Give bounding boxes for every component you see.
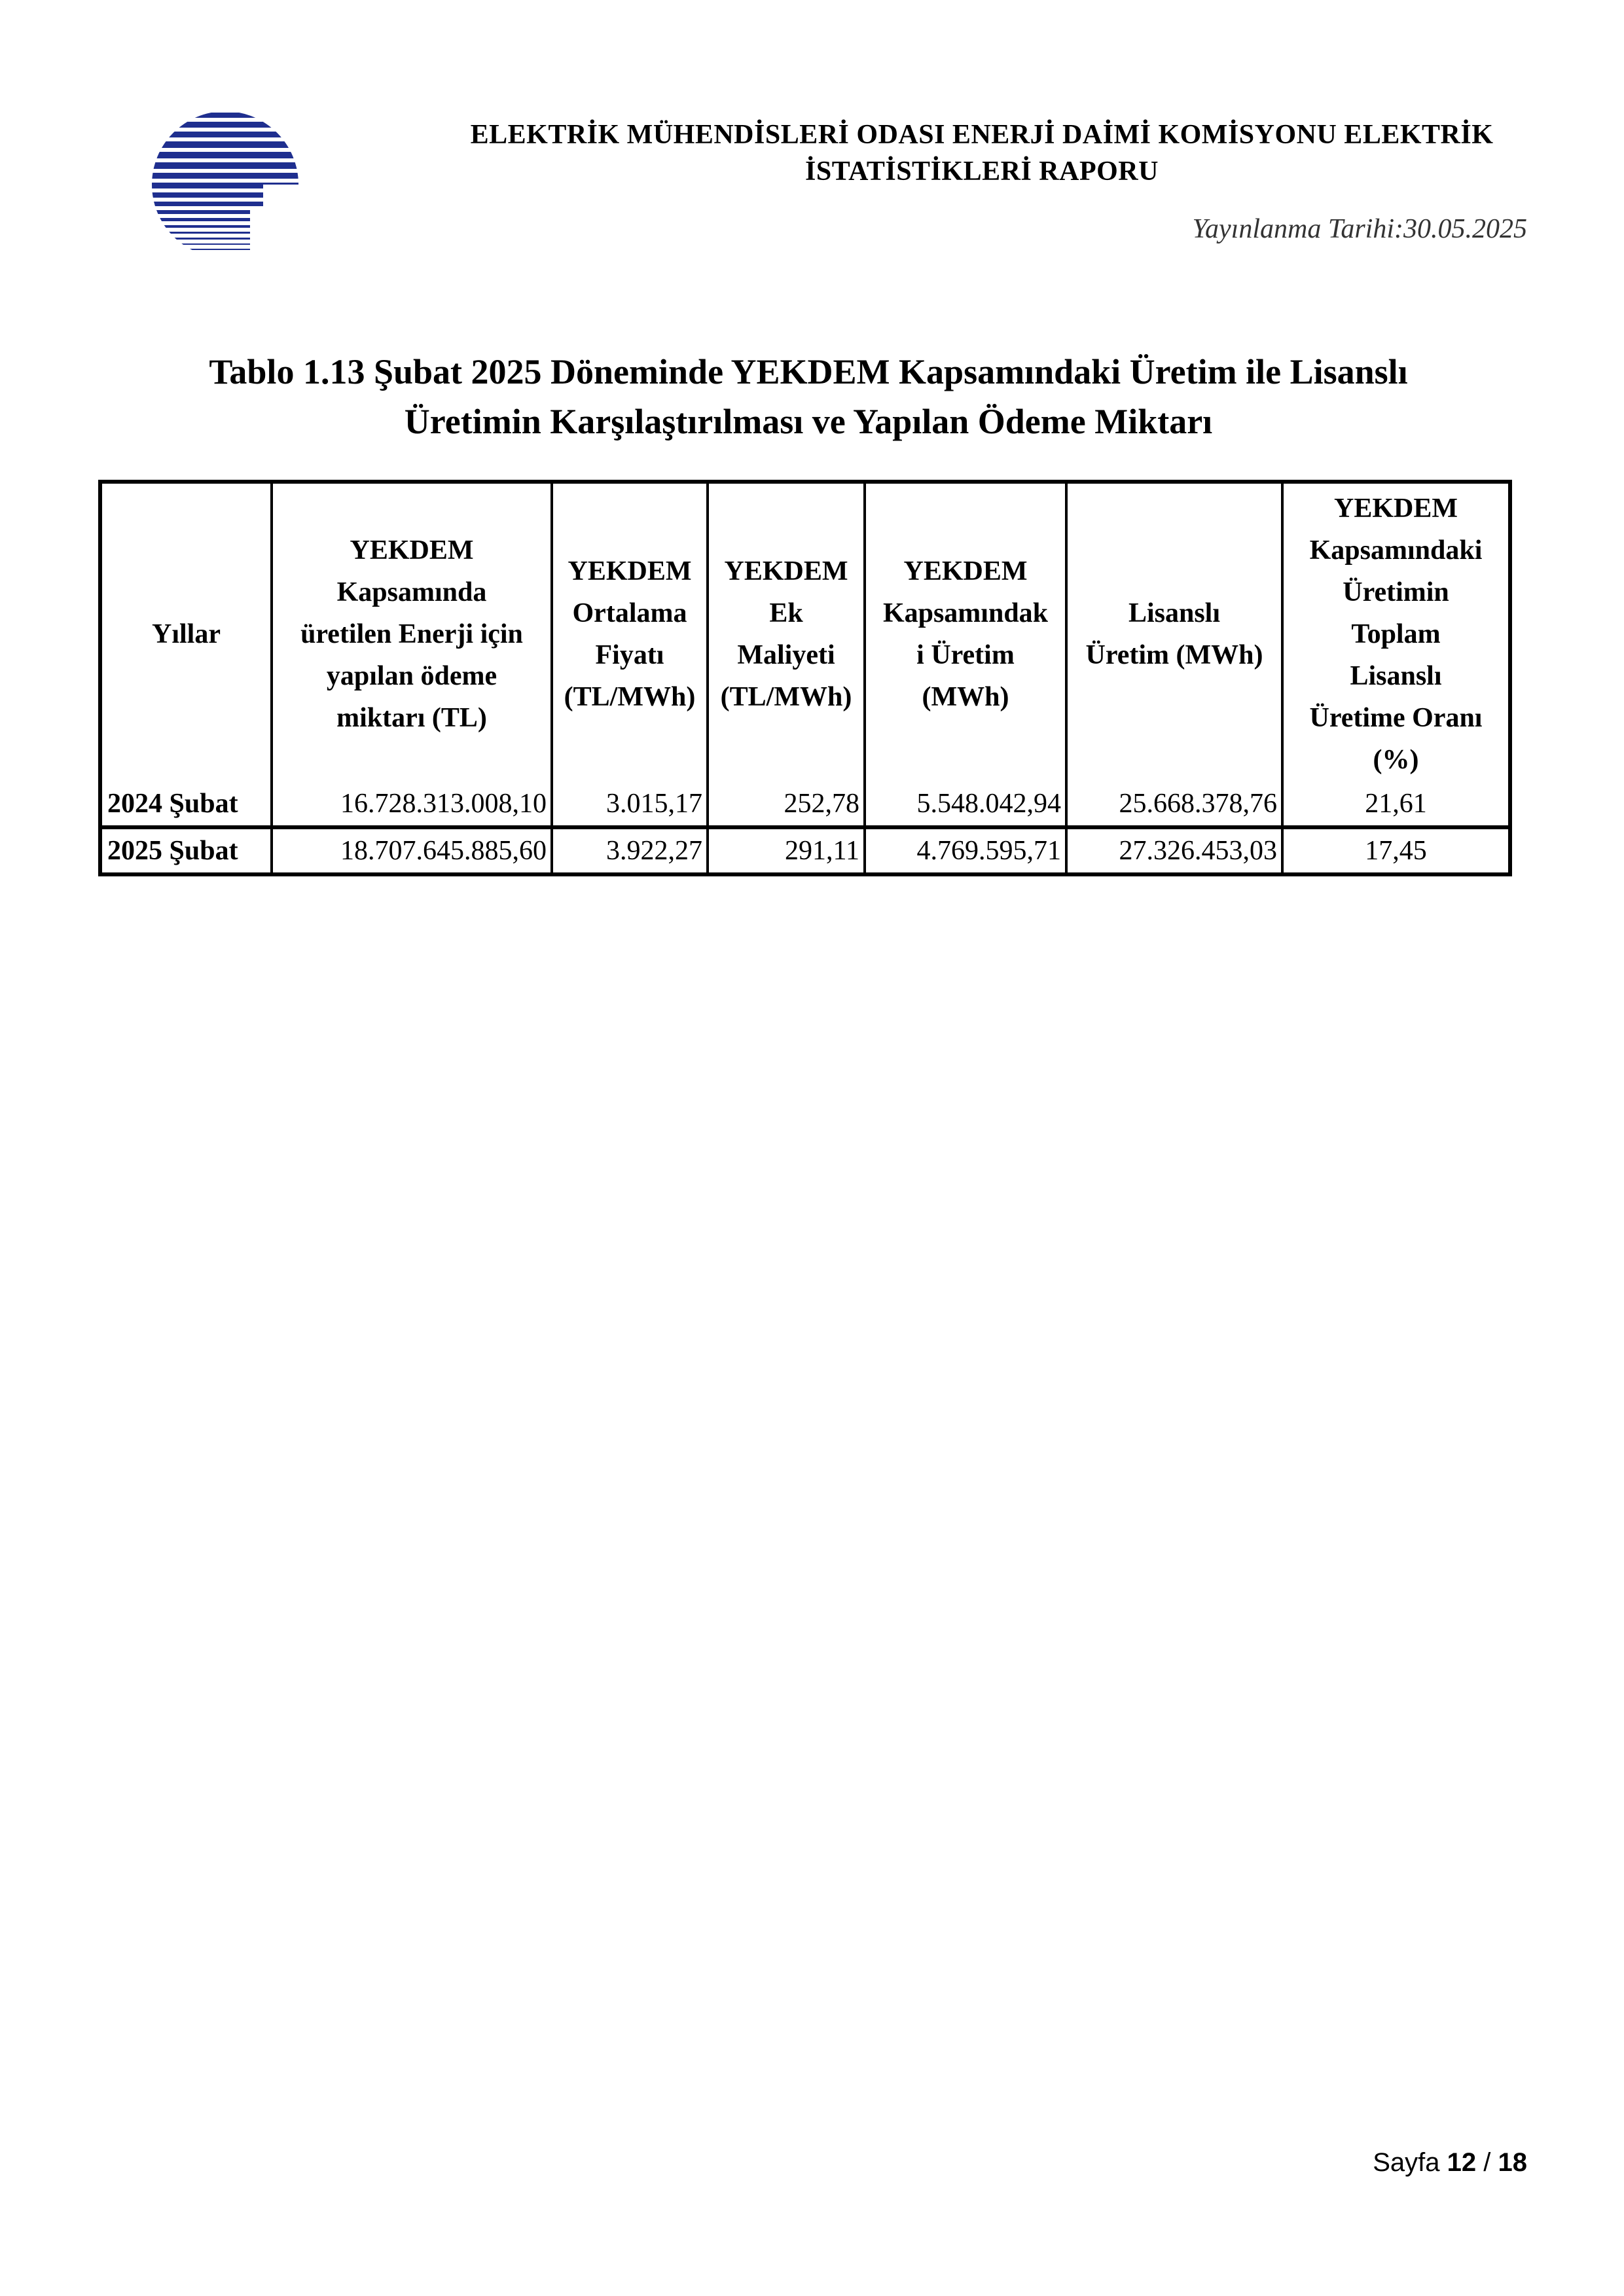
header-title-line-1: ELEKTRİK MÜHENDİSLERİ ODASI ENERJİ DAİMİ KOMİSYONU ELEKTRİK <box>470 120 1494 150</box>
page-total: 18 <box>1498 2148 1527 2177</box>
header-line: üretilen Enerji için <box>300 619 523 649</box>
cell-yekdem-production: 4.769.595,71 <box>865 827 1066 874</box>
header-line: (TL/MWh) <box>564 682 696 712</box>
header-licensed-production <box>1066 482 1282 782</box>
cell-licensed-production: 25.668.378,76 <box>1066 782 1282 827</box>
header-line: Üretime Oranı <box>1309 703 1483 733</box>
cell-payment-amount: 16.728.313.008,10 <box>272 782 552 827</box>
header-line: Ek <box>769 598 803 628</box>
page-current: 12 <box>1447 2148 1477 2177</box>
header-line: Toplam <box>1351 619 1441 649</box>
cell-production-ratio: 21,61 <box>1282 782 1510 827</box>
header-title-line-2: İSTATİSTİKLERİ RAPORU <box>805 156 1159 187</box>
emo-logo-icon <box>145 111 312 259</box>
table-row-2025 <box>100 827 1510 874</box>
table-row-2024 <box>100 782 1510 827</box>
header-line: (TL/MWh) <box>720 682 852 712</box>
header-line: YEKDEM <box>724 556 848 586</box>
header-line: Fiyatı <box>595 640 664 670</box>
table-title <box>98 347 1519 446</box>
header-line: YEKDEM <box>1334 493 1458 524</box>
table-title-line-1: Tablo 1.13 Şubat 2025 Döneminde YEKDEM Kapsamındaki Üretim ile Lisanslı <box>209 352 1408 391</box>
header-line: miktarı (TL) <box>336 703 487 733</box>
header-line: i Üretim <box>916 640 1015 670</box>
header-additional-cost <box>708 482 865 782</box>
header-line: Yıllar <box>152 619 221 649</box>
cell-year: 2025 Şubat <box>100 827 272 874</box>
table-title-line-2: Üretimin Karşılaştırılması ve Yapılan Ödeme Miktarı <box>404 402 1213 441</box>
page-number <box>1373 2148 1527 2178</box>
cell-licensed-production: 27.326.453,03 <box>1066 827 1282 874</box>
header-line: Maliyeti <box>737 640 835 670</box>
header-line: Üretimin <box>1343 577 1449 607</box>
cell-additional-cost: 252,78 <box>708 782 865 827</box>
cell-average-price: 3.922,27 <box>552 827 708 874</box>
header-line: Üretim (MWh) <box>1085 640 1263 670</box>
header-line: Kapsamındaki <box>1309 535 1483 565</box>
header-line: YEKDEM <box>903 556 1028 586</box>
cell-average-price: 3.015,17 <box>552 782 708 827</box>
page-prefix: Sayfa <box>1373 2148 1440 2177</box>
header-line: Lisanslı <box>1128 598 1221 628</box>
header-line: Kapsamındak <box>882 598 1049 628</box>
yekdem-comparison-table <box>98 480 1512 876</box>
publication-date: Yayınlanma Tarihi:30.05.2025 <box>1192 214 1527 244</box>
header-payment-amount <box>272 482 552 782</box>
report-header-title <box>353 117 1610 190</box>
header-line: Ortalama <box>572 598 687 628</box>
cell-year: 2024 Şubat <box>100 782 272 827</box>
header-line: Kapsamında <box>336 577 487 607</box>
header-average-price <box>552 482 708 782</box>
header-production-ratio <box>1282 482 1510 782</box>
cell-additional-cost: 291,11 <box>708 827 865 874</box>
header-line: Lisanslı <box>1350 661 1442 691</box>
header-years <box>100 482 272 782</box>
page-separator: / <box>1483 2148 1491 2177</box>
cell-production-ratio: 17,45 <box>1282 827 1510 874</box>
header-line: YEKDEM <box>568 556 692 586</box>
header-line: yapılan ödeme <box>326 661 497 691</box>
header-line: YEKDEM <box>350 535 474 565</box>
header-line: (%) <box>1373 745 1419 775</box>
header-line: (MWh) <box>922 682 1009 712</box>
header-yekdem-production <box>865 482 1066 782</box>
cell-payment-amount: 18.707.645.885,60 <box>272 827 552 874</box>
table-header-row <box>100 482 1510 782</box>
cell-yekdem-production: 5.548.042,94 <box>865 782 1066 827</box>
